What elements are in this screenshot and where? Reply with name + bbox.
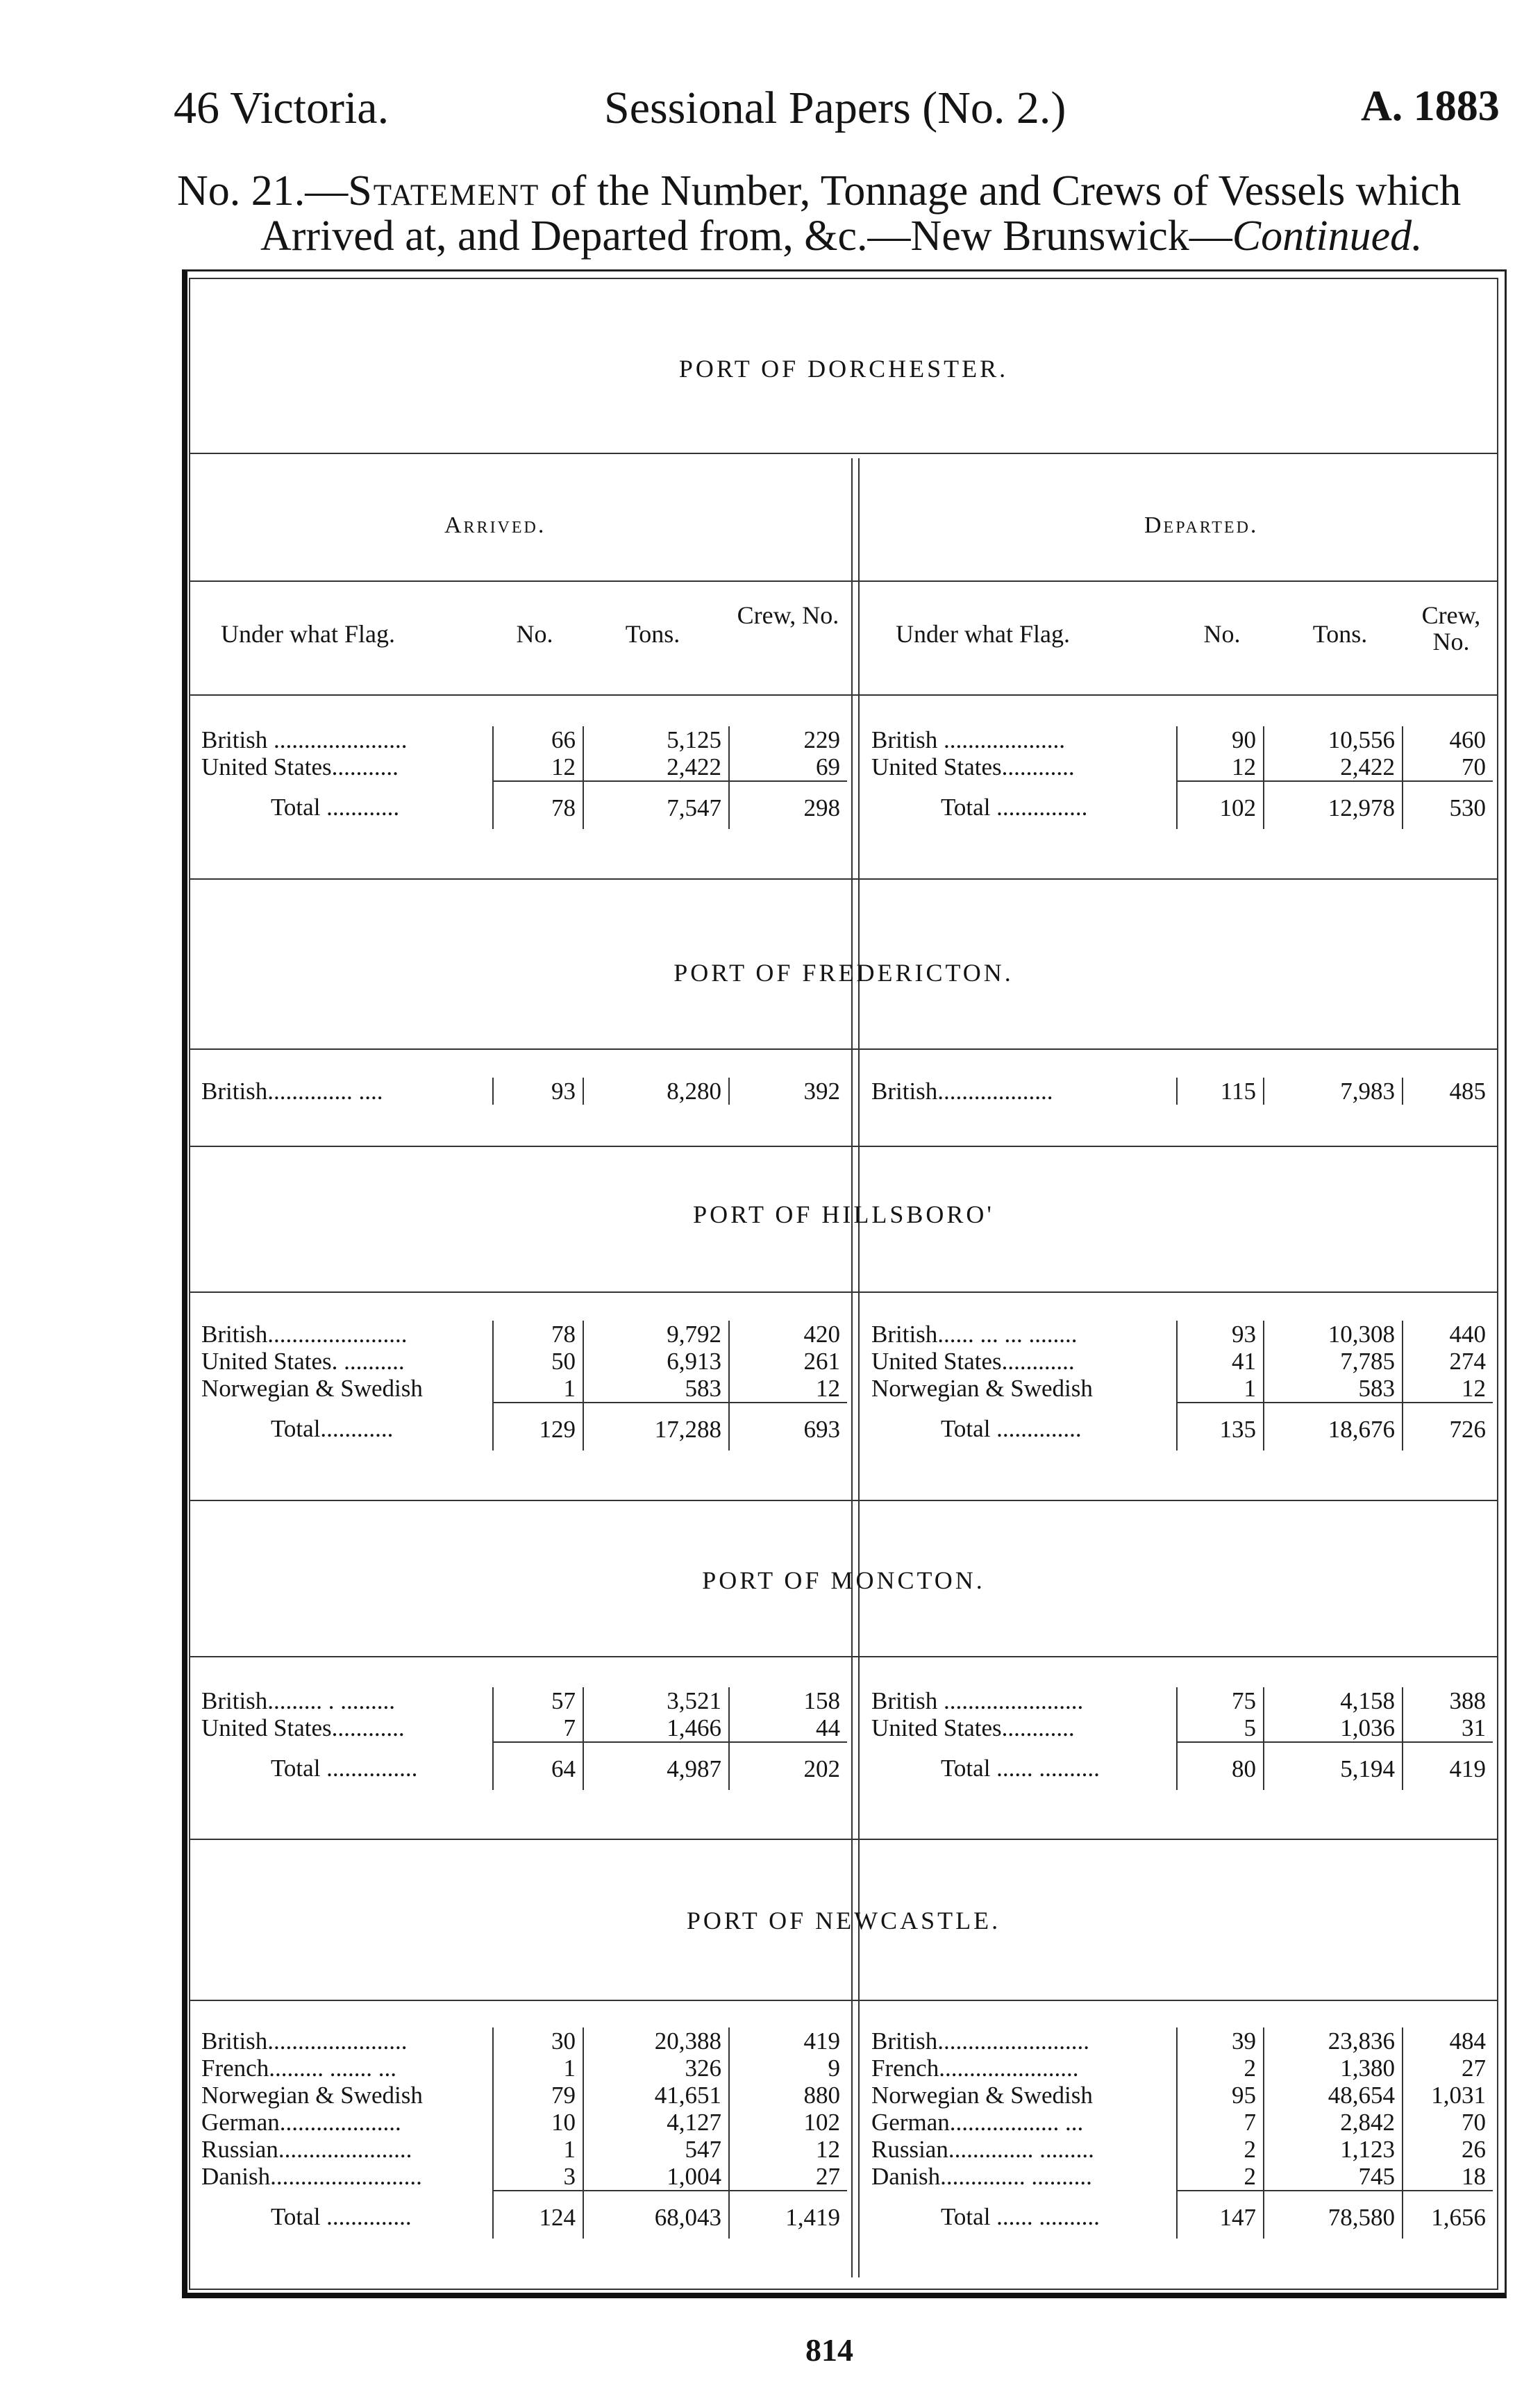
table-row: [194, 1348, 847, 1375]
port-title-fredericton: PORT OF FREDERICTON.: [673, 959, 1014, 987]
flag-cell: British.........................: [864, 2027, 1177, 2055]
arrived-flag-heading: Under what Flag.: [221, 620, 395, 648]
no-cell: 115: [1177, 1078, 1264, 1105]
no-cell: 95: [1177, 2082, 1264, 2109]
no-cell: 12: [1177, 753, 1264, 781]
dorchester-arrived-table: [194, 726, 847, 829]
title-statement: Statement: [348, 167, 540, 215]
total-tons: 78,580: [1264, 2191, 1403, 2239]
running-header-center: Sessional Papers (No. 2.): [604, 83, 1066, 133]
tons-cell: 10,308: [1264, 1321, 1403, 1348]
moncton-arrived-table: [194, 1687, 847, 1790]
total-row: [864, 1742, 1493, 1790]
flag-cell: British.......................: [194, 2027, 493, 2055]
tons-cell: 9,792: [583, 1321, 729, 1348]
table-row: [864, 726, 1493, 753]
total-label: Total ...............: [864, 781, 1177, 829]
total-row: [194, 2191, 847, 2239]
total-label: Total ..............: [194, 2191, 493, 2239]
total-no: 80: [1177, 1742, 1264, 1790]
tons-cell: 48,654: [1264, 2082, 1403, 2109]
total-crew: 202: [729, 1742, 847, 1790]
table-row: [864, 753, 1493, 781]
crew-cell: 1,031: [1431, 2082, 1486, 2109]
flag-cell: British...... ... ... ........: [864, 1321, 1177, 1348]
total-no: 129: [493, 1403, 583, 1450]
flag-cell: British ....................: [864, 726, 1177, 753]
tons-cell: 20,388: [583, 2027, 729, 2055]
arrived-crew-heading: Crew, No.: [737, 601, 839, 629]
rule: [189, 1291, 1498, 1293]
no-cell: 75: [1177, 1687, 1264, 1714]
no-cell: 1: [493, 2055, 583, 2082]
crew-cell: 12: [1462, 1375, 1486, 1402]
total-label: Total ..............: [864, 1403, 1177, 1450]
crew-cell: 392: [803, 1078, 840, 1105]
total-label: Total ...... ..........: [864, 1742, 1177, 1790]
no-cell: 39: [1177, 2027, 1264, 2055]
table-row: [194, 2027, 847, 2055]
tons-cell: 547: [583, 2136, 729, 2163]
table-row: [864, 1714, 1493, 1742]
departed-heading: Departed.: [1144, 512, 1259, 538]
crew-cell: 261: [803, 1348, 840, 1375]
total-label: Total ...... ..........: [864, 2191, 1177, 2239]
table-frame-inner: [189, 278, 1498, 2290]
table-row: [864, 2082, 1493, 2109]
tons-cell: 583: [583, 1375, 729, 1403]
flag-cell: British .......................: [864, 1687, 1177, 1714]
no-cell: 66: [493, 726, 583, 753]
flag-cell: British ......................: [194, 726, 493, 753]
tons-cell: 8,280: [583, 1078, 729, 1105]
table-row: [864, 1348, 1493, 1375]
total-no: 102: [1177, 781, 1264, 829]
crew-cell: 880: [803, 2082, 840, 2109]
total-crew: 693: [729, 1403, 847, 1450]
tons-cell: 3,521: [583, 1687, 729, 1714]
no-cell: 93: [493, 1078, 583, 1105]
table-row: [194, 753, 847, 781]
total-row: [194, 1742, 847, 1790]
total-row: [194, 1403, 847, 1450]
table-row: [864, 2109, 1493, 2136]
total-no: 135: [1177, 1403, 1264, 1450]
port-title-dorchester: PORT OF DORCHESTER.: [678, 355, 1009, 383]
crew-cell: 27: [1462, 2055, 1486, 2082]
tons-cell: 4,127: [583, 2109, 729, 2136]
flag-cell: Russian......................: [194, 2136, 493, 2163]
no-cell: 57: [493, 1687, 583, 1714]
tons-cell: 326: [583, 2055, 729, 2082]
no-cell: 5: [1177, 1714, 1264, 1742]
fredericton-departed-table: [864, 1078, 1493, 1105]
total-tons: 17,288: [583, 1403, 729, 1450]
flag-cell: German.................. ...: [864, 2109, 1177, 2136]
rule: [189, 1500, 1498, 1501]
rule: [189, 1048, 1498, 1050]
total-no: 64: [493, 1742, 583, 1790]
no-cell: 2: [1177, 2163, 1264, 2191]
crew-cell: 229: [803, 726, 840, 753]
no-cell: 93: [1177, 1321, 1264, 1348]
flag-cell: Norwegian & Swedish: [194, 1375, 493, 1403]
total-no: 147: [1177, 2191, 1264, 2239]
table-row: [864, 2055, 1493, 2082]
flag-cell: British.......................: [194, 1321, 493, 1348]
total-label: Total............: [194, 1403, 493, 1450]
tons-cell: 41,651: [583, 2082, 729, 2109]
flag-cell: French......... ....... ...: [194, 2055, 493, 2082]
tons-cell: 2,422: [1264, 753, 1403, 781]
table-row: [194, 2163, 847, 2191]
running-header-left: 46 Victoria.: [174, 83, 390, 133]
table-row: [864, 1687, 1493, 1714]
arrived-tons-heading: Tons.: [625, 620, 680, 648]
total-row: [194, 781, 847, 829]
crew-cell: 27: [816, 2163, 840, 2190]
table-row: [194, 726, 847, 753]
crew-cell: 9: [828, 2055, 840, 2082]
no-cell: 90: [1177, 726, 1264, 753]
total-crew: 726: [1403, 1403, 1493, 1450]
total-crew: 298: [729, 781, 847, 829]
flag-cell: Danish.........................: [194, 2163, 493, 2191]
title-continued: Continued.: [1232, 212, 1423, 260]
title-prefix: No. 21.—: [177, 167, 349, 215]
total-tons: 5,194: [1264, 1742, 1403, 1790]
flag-cell: United States...........: [194, 753, 493, 781]
total-crew: 419: [1403, 1742, 1493, 1790]
tons-cell: 10,556: [1264, 726, 1403, 753]
crew-cell: 12: [816, 1375, 840, 1402]
table-row: [864, 1375, 1493, 1403]
tons-cell: 1,123: [1264, 2136, 1403, 2163]
total-row: [864, 1403, 1493, 1450]
flag-cell: British......... . .........: [194, 1687, 493, 1714]
flag-cell: United States............: [194, 1714, 493, 1742]
dorchester-departed-table: [864, 726, 1493, 829]
tons-cell: 745: [1264, 2163, 1403, 2191]
crew-cell: 460: [1449, 726, 1486, 753]
no-cell: 10: [493, 2109, 583, 2136]
rule: [189, 453, 1498, 454]
tons-cell: 7,983: [1264, 1078, 1403, 1105]
table-row: [194, 2109, 847, 2136]
crew-cell: 31: [1462, 1714, 1486, 1741]
total-tons: 7,547: [583, 781, 729, 829]
hillsboro-departed-table: [864, 1321, 1493, 1450]
flag-cell: Norwegian & Swedish: [194, 2082, 493, 2109]
rule: [189, 2000, 1498, 2001]
total-crew: 1,656: [1403, 2191, 1493, 2239]
flag-cell: Russian.............. .........: [864, 2136, 1177, 2163]
no-cell: 7: [1177, 2109, 1264, 2136]
flag-cell: Danish.............. ..........: [864, 2163, 1177, 2191]
no-cell: 1: [1177, 1375, 1264, 1403]
tons-cell: 1,004: [583, 2163, 729, 2191]
crew-cell: 18: [1462, 2163, 1486, 2190]
flag-cell: United States............: [864, 1714, 1177, 1742]
total-label: Total ............: [194, 781, 493, 829]
crew-cell: 420: [803, 1321, 840, 1348]
table-row: [864, 2027, 1493, 2055]
no-cell: 41: [1177, 1348, 1264, 1375]
crew-cell: 102: [803, 2109, 840, 2136]
tons-cell: 6,913: [583, 1348, 729, 1375]
no-cell: 78: [493, 1321, 583, 1348]
total-crew: 530: [1403, 781, 1493, 829]
total-no: 124: [493, 2191, 583, 2239]
rule: [189, 694, 1498, 696]
port-title-hillsboro: PORT OF HILLSBORO': [693, 1201, 994, 1228]
table-row: [194, 2136, 847, 2163]
center-double-rule: [858, 458, 860, 2277]
newcastle-arrived-table: [194, 2027, 847, 2239]
table-row: [194, 1375, 847, 1403]
flag-cell: German....................: [194, 2109, 493, 2136]
total-crew: 1,419: [729, 2191, 847, 2239]
table-title-line-1: [177, 167, 1461, 216]
flag-cell: United States............: [864, 1348, 1177, 1375]
rule: [189, 1656, 1498, 1657]
total-no: 78: [493, 781, 583, 829]
no-cell: 2: [1177, 2055, 1264, 2082]
total-label: Total ...............: [194, 1742, 493, 1790]
table-row: [864, 2163, 1493, 2191]
departed-flag-heading: Under what Flag.: [896, 620, 1070, 648]
flag-cell: British...................: [864, 1078, 1177, 1105]
table-row: [194, 1714, 847, 1742]
table-title-line-2: [260, 212, 1423, 261]
tons-cell: 23,836: [1264, 2027, 1403, 2055]
flag-cell: Norwegian & Swedish: [864, 2082, 1177, 2109]
total-tons: 18,676: [1264, 1403, 1403, 1450]
moncton-departed-table: [864, 1687, 1493, 1790]
total-tons: 68,043: [583, 2191, 729, 2239]
no-cell: 12: [493, 753, 583, 781]
flag-cell: Norwegian & Swedish: [864, 1375, 1177, 1403]
table-row: [194, 2055, 847, 2082]
no-cell: 79: [493, 2082, 583, 2109]
port-title-moncton: PORT OF MONCTON.: [702, 1566, 985, 1594]
table-row: [194, 1687, 847, 1714]
rule: [189, 1146, 1498, 1147]
crew-cell: 419: [803, 2027, 840, 2055]
crew-cell: 158: [803, 1687, 840, 1714]
flag-cell: United States. ..........: [194, 1348, 493, 1375]
tons-cell: 5,125: [583, 726, 729, 753]
table-row: [194, 2082, 847, 2109]
total-row: [864, 781, 1493, 829]
tons-cell: 583: [1264, 1375, 1403, 1403]
crew-cell: 440: [1449, 1321, 1486, 1348]
rule: [189, 1839, 1498, 1840]
tons-cell: 7,785: [1264, 1348, 1403, 1375]
crew-cell: 70: [1462, 753, 1486, 780]
running-header-right: A. 1883: [1361, 83, 1500, 130]
flag-cell: United States............: [864, 753, 1177, 781]
arrived-heading: Arrived.: [444, 512, 546, 538]
tons-cell: 4,158: [1264, 1687, 1403, 1714]
title-line2-main: Arrived at, and Departed from, &c.—New Brunswick—: [260, 212, 1232, 260]
rule: [189, 878, 1498, 880]
no-cell: 7: [493, 1714, 583, 1742]
newcastle-departed-table: [864, 2027, 1493, 2239]
fredericton-arrived-table: [194, 1078, 847, 1105]
no-cell: 1: [493, 2136, 583, 2163]
crew-cell: 12: [816, 2136, 840, 2163]
arrived-no-heading: No.: [516, 620, 553, 648]
hillsboro-arrived-table: [194, 1321, 847, 1450]
table-row: [864, 1078, 1493, 1105]
total-tons: 12,978: [1264, 781, 1403, 829]
tons-cell: 1,036: [1264, 1714, 1403, 1742]
no-cell: 2: [1177, 2136, 1264, 2163]
table-row: [194, 1321, 847, 1348]
crew-cell: 69: [816, 753, 840, 780]
crew-cell: 26: [1462, 2136, 1486, 2163]
crew-cell: 484: [1449, 2027, 1486, 2055]
tons-cell: 2,842: [1264, 2109, 1403, 2136]
crew-cell: 70: [1462, 2109, 1486, 2136]
table-row: [864, 2136, 1493, 2163]
flag-cell: British.............. ....: [194, 1078, 493, 1105]
no-cell: 50: [493, 1348, 583, 1375]
flag-cell: French.......................: [864, 2055, 1177, 2082]
total-row: [864, 2191, 1493, 2239]
departed-tons-heading: Tons.: [1312, 620, 1368, 648]
rule: [189, 580, 1498, 582]
total-tons: 4,987: [583, 1742, 729, 1790]
crew-cell: 44: [816, 1714, 840, 1741]
table-row: [194, 1078, 847, 1105]
no-cell: 30: [493, 2027, 583, 2055]
no-cell: 3: [493, 2163, 583, 2191]
page-number: 814: [805, 2332, 853, 2368]
tons-cell: 2,422: [583, 753, 729, 781]
center-double-rule: [851, 458, 853, 2277]
tons-cell: 1,466: [583, 1714, 729, 1742]
port-title-newcastle: PORT OF NEWCASTLE.: [686, 1907, 1001, 1934]
tons-cell: 1,380: [1264, 2055, 1403, 2082]
departed-no-heading: No.: [1203, 620, 1241, 648]
crew-cell: 388: [1449, 1687, 1486, 1714]
crew-cell: 485: [1449, 1078, 1486, 1105]
no-cell: 1: [493, 1375, 583, 1403]
crew-cell: 274: [1449, 1348, 1486, 1375]
table-row: [864, 1321, 1493, 1348]
departed-crew-heading: Crew, No.: [1421, 601, 1481, 655]
title-line1-rest: of the Number, Tonnage and Crews of Vessels which: [539, 167, 1462, 215]
